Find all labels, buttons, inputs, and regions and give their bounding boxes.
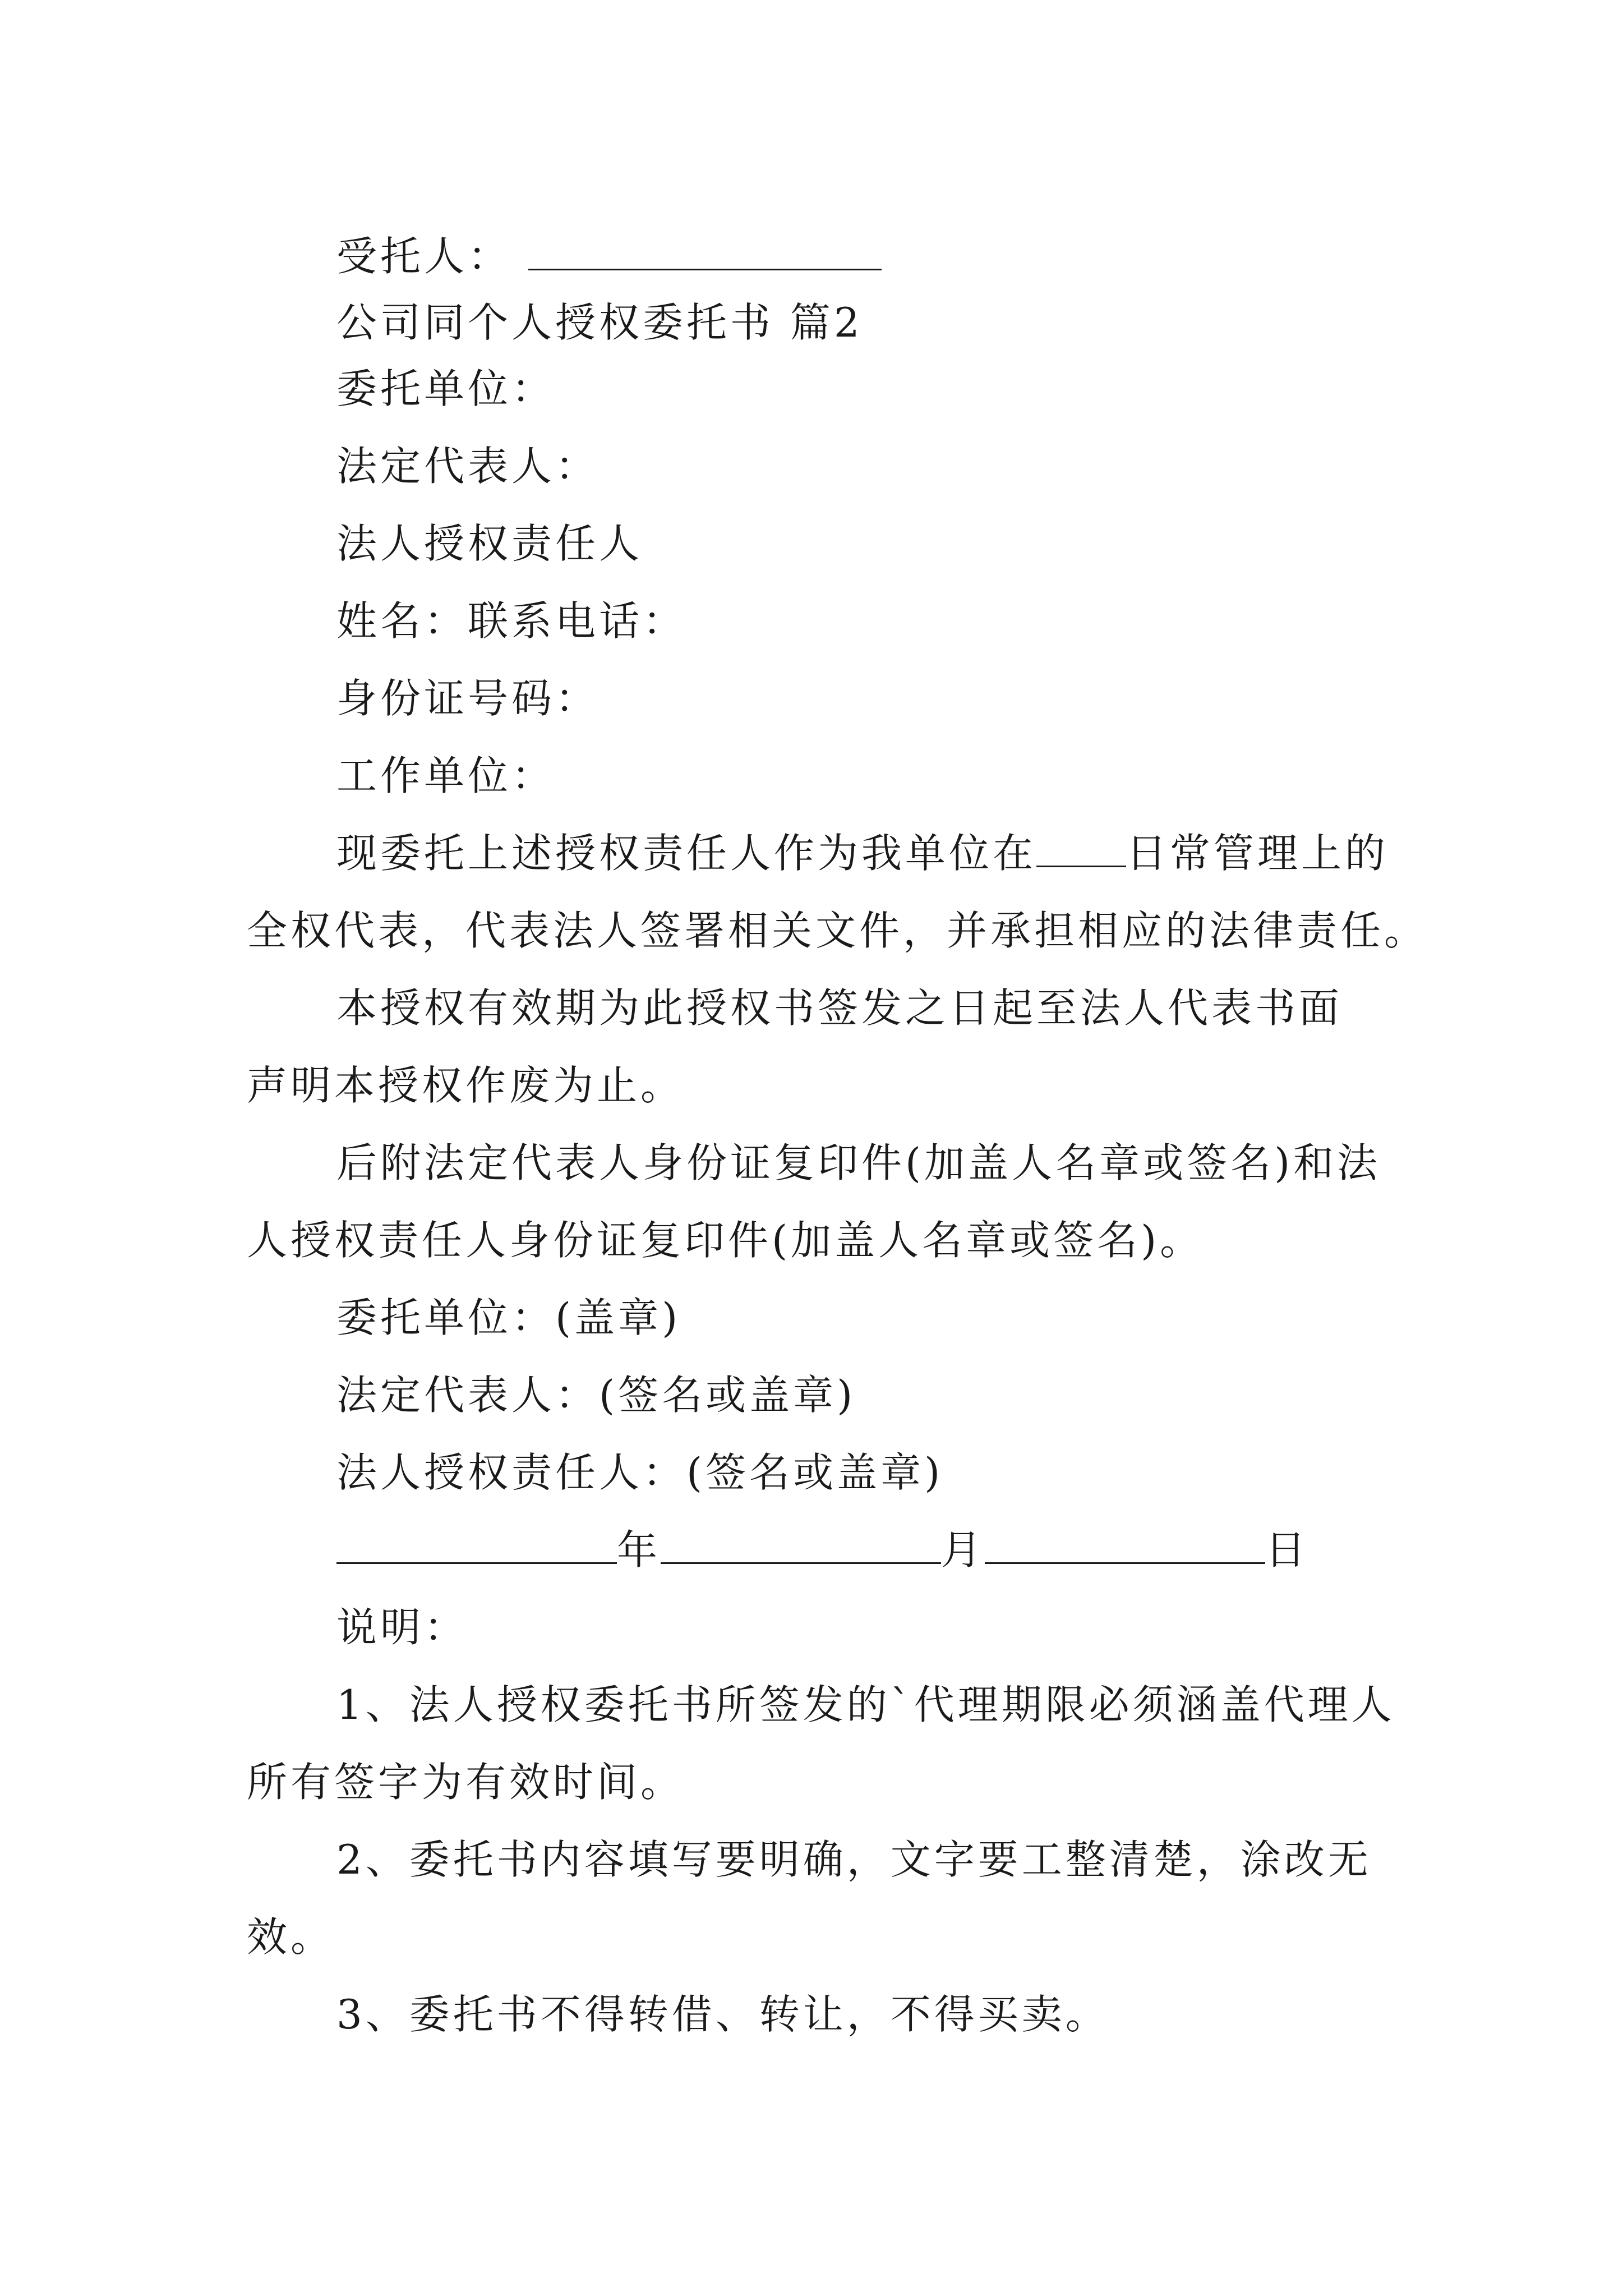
signature-unit-seal: 委托单位：(盖章) bbox=[336, 1294, 681, 1341]
para1-line2: 全权代表，代表法人签署相关文件，并承担相应的法律责任。 bbox=[247, 907, 1428, 954]
note-1-line2: 所有签字为有效时间。 bbox=[247, 1759, 685, 1806]
date-line bbox=[336, 1511, 1481, 1589]
signature-legal-rep: 法定代表人：(签名或盖章) bbox=[336, 1372, 856, 1419]
month-label: 月 bbox=[941, 1526, 985, 1573]
signature-authorized: 法人授权责任人：(签名或盖章) bbox=[336, 1449, 944, 1496]
para1-blank bbox=[1036, 832, 1126, 867]
field-legal-rep: 法定代表人： bbox=[336, 443, 600, 490]
day-label: 日 bbox=[1265, 1526, 1310, 1573]
recipient-label: 受托人： bbox=[336, 233, 512, 280]
para2-line2: 声明本授权作废为止。 bbox=[247, 1062, 685, 1109]
field-name-phone: 姓名：联系电话： bbox=[336, 597, 687, 645]
note-1-line1: 1、法人授权委托书所签发的`代理期限必须涵盖代理人 bbox=[336, 1681, 1395, 1728]
month-blank bbox=[661, 1529, 941, 1564]
field-id-number: 身份证号码： bbox=[336, 675, 600, 722]
note-2-line1: 2、委托书内容填写要明确，文字要工整清楚，涂改无 bbox=[336, 1836, 1372, 1883]
notes-title: 说明： bbox=[336, 1604, 468, 1651]
para3-line1: 后附法定代表人身份证复印件(加盖人名章或签名)和法 bbox=[336, 1139, 1381, 1186]
para3-line2: 人授权责任人身份证复印件(加盖人名章或签名)。 bbox=[247, 1217, 1204, 1264]
day-blank bbox=[985, 1529, 1265, 1564]
para1-text-b: 日常管理上的 bbox=[1126, 830, 1389, 877]
year-blank bbox=[336, 1529, 617, 1564]
year-label: 年 bbox=[617, 1526, 661, 1573]
section-heading: 公司同个人授权委托书 篇2 bbox=[336, 299, 863, 346]
field-work-unit: 工作单位： bbox=[336, 752, 556, 799]
note-3: 3、委托书不得转借、转让，不得买卖。 bbox=[336, 1991, 1109, 2038]
note-2-line2: 效。 bbox=[247, 1913, 335, 1961]
para1-line1 bbox=[336, 815, 1481, 892]
para1-text-a: 现委托上述授权责任人作为我单位在 bbox=[336, 830, 1037, 877]
recipient-blank bbox=[528, 235, 882, 270]
field-unit: 委托单位： bbox=[336, 365, 556, 412]
para2-line1: 本授权有效期为此授权书签发之日起至法人代表书面 bbox=[336, 984, 1343, 1032]
field-authorized-person: 法人授权责任人 bbox=[336, 520, 643, 567]
